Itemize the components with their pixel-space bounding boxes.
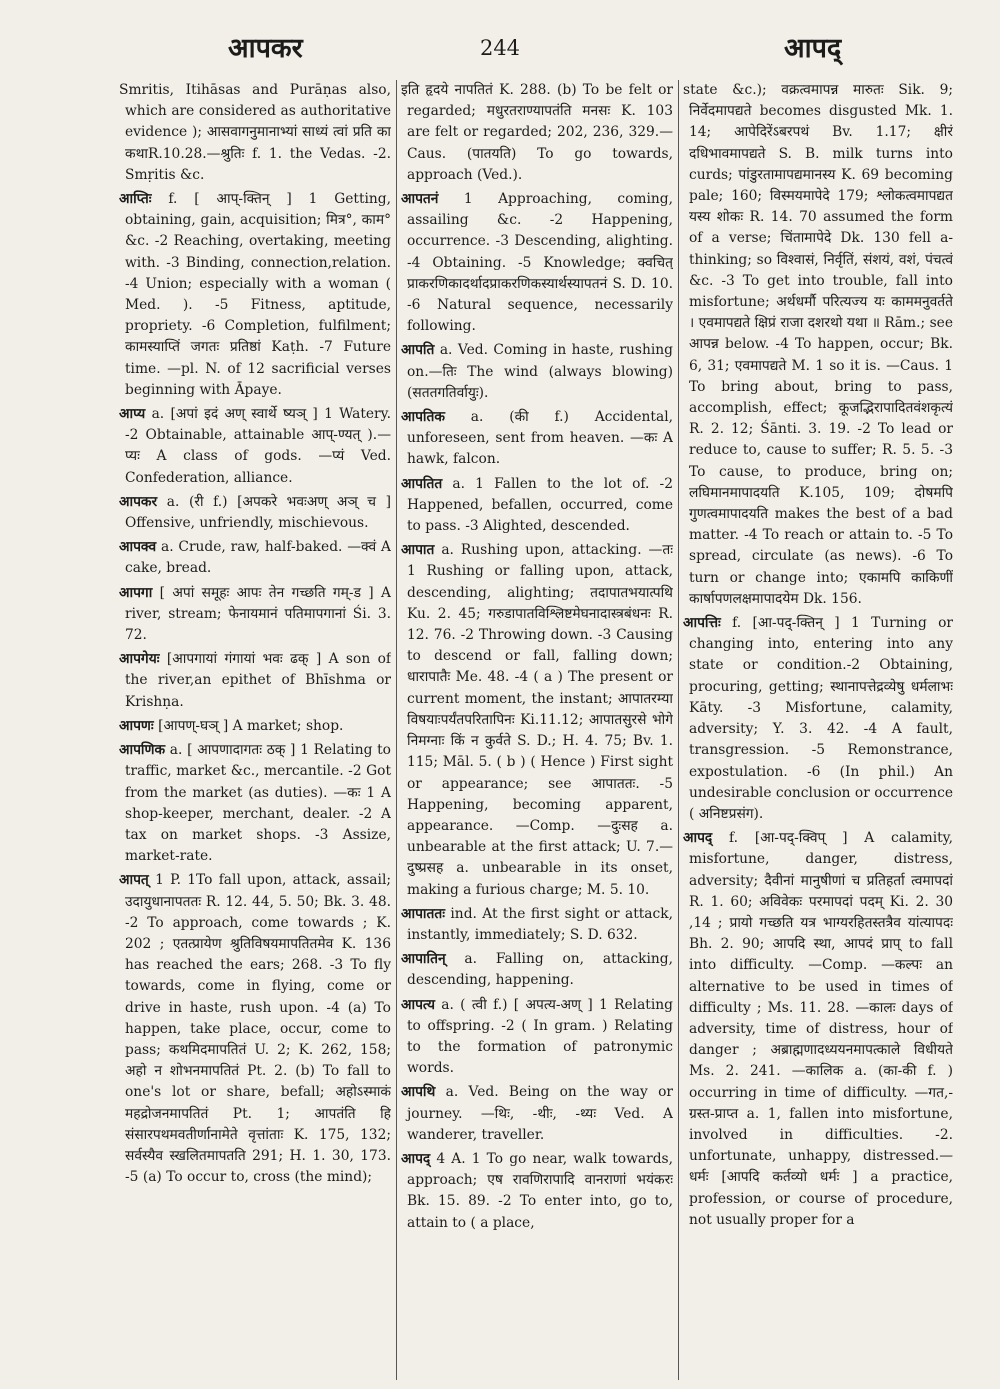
headword: आपतनं [401, 191, 439, 208]
dictionary-entry [119, 492, 391, 534]
headword: आपकर [119, 493, 158, 510]
headword: आपत्य [401, 996, 435, 1013]
entry-text: 1 Approaching, coming, assailing &c. -2 Happening, occurrence. -3 Descending, alighting. -4 Obtaining. -5 Knowledge; क्वचित् प्राकरणिकादर्थादप्राकरणिकस्यार्थस्यापतनं S. D. 10. -6 Natural sequence, necessarily following. [407, 191, 673, 335]
entry-text: [ अपां समूहः आपः तेन गच्छति गम्-ड ] A river, stream; फेनायमानं पतिमापगानां Śi. 3. 72. [125, 584, 391, 644]
dictionary-entry [119, 740, 391, 867]
entry-text: a. Rushing upon, attacking. —तः 1 Rushing or falling upon, attack, descending, alighting; तदापातभयात्पथि Ku. 2. 45; गरुडापातविश्लिष्टमेघनादास्त्रबंधनः R. 12. 76. -2 Throwing down. -3 Causing to descend or fall, falling down; धारापातैः Me. 48. -4 ( a ) The present or current moment, the instant; आपातरम्या विषयाःपर्यंतपरितापिनः Ki.11.12; आपातसुरसे भोगे निमग्नाः किं न कुर्वते S. D.; H. 4. 75; Bv. 1. 115; Māl. 5. ( b ) ( Hence ) First sight or appearance; see आपाततः. -5 Happening, becoming apparent, appearance. —Comp. —दुःसह a. unbearable at the first attack; U. 7.—दुष्प्रसह a. unbearable in its onset, making a furious charge; M. 5. 10. [407, 542, 673, 898]
entry-text: f. [ आप्-क्तिन् ] 1 Getting, obtaining, gain, acquisition; मित्र°, काम° &c. -2 Reaching, overtaking, meeting with. -3 Binding, connection,relation. -4 Union; especially with a woman ( Med. ). -5 Fitness, aptitude, propriety. -6 Completion, fulfilment; कामस्याप्तिं जगतः प्रतिष्ठां Kaṭh. -7 Future time. —pl. N. of 12 sacrificial verses beginning with Āpaye. [125, 191, 391, 398]
headword: आपद् [683, 830, 713, 847]
entry-text: ind. At the first sight or attack, instantly, immediately; S. D. 632. [407, 905, 673, 943]
page-header [0, 22, 1000, 72]
headword: आपक्व [119, 539, 157, 556]
entry-text: a. Ved. Coming in haste, rushing on.—तिः The wind (always blowing) (सततगतिर्वायुः). [407, 342, 673, 401]
entry-text: a. [ आपणादागतः ठक् ] 1 Relating to traffic, market &c., mercantile. -2 Got from the market (as duties). —कः 1 A shop-keeper, merchant, dealer. -2 A tax on market shops. -3 Assize, market-rate. [125, 742, 391, 865]
headword: आपात [401, 542, 435, 559]
dictionary-entry [401, 474, 673, 538]
dictionary-entry [119, 189, 391, 401]
dictionary-entry [401, 340, 673, 404]
dictionary-entry [401, 995, 673, 1080]
headword: आपगा [119, 584, 153, 601]
headword: आपथि [401, 1084, 436, 1101]
page-number: 244 [479, 36, 521, 60]
entry-text: f. [आ-पद्-क्तिन् ] 1 Turning or changing into, entering into any state or condition.-2 Obtaining, procuring, getting; स्थानापत्तेद्रव्येषु धर्मलाभः Kāty. -3 Misfortune, calamity, adversity; Y. 3. 42. -4 A fault, transgression. -5 Remonstrance, expostulation. -6 (In phil.) An undesirable conclusion or occurrence ( अनिष्टप्रसंग). [689, 615, 953, 822]
dictionary-entry [401, 407, 673, 471]
dictionary-entry [683, 613, 953, 825]
column-1 [119, 80, 391, 1380]
column-divider [396, 80, 397, 1380]
column-2 [401, 80, 673, 1380]
headword: आपातिन् [401, 951, 446, 968]
headword: आपत्तिः [683, 615, 721, 632]
entry-text: a. [अपां इदं अण् स्वार्थे ष्यञ् ] 1 Watery. -2 Obtainable, attainable आप्-ण्यत् ).—प्यः A class of gods. —प्यं Ved. Confederation, alliance. [125, 406, 391, 486]
dictionary-entry [119, 649, 391, 713]
dictionary-entry [119, 716, 391, 737]
dictionary-entry [119, 404, 391, 489]
dictionary-entry [401, 189, 673, 337]
entry-text: [आपगायां गंगायां भवः ढक् ] A son of the river,an epithet of Bhīshma or Krishṇa. [125, 651, 391, 710]
headword: आपगेयः [119, 651, 160, 668]
left-guide-word: आपकर [228, 33, 303, 64]
entry-text: a. 1 Fallen to the lot of. -2 Happened, befallen, occurred, come to pass. -3 Alighted, descended. [407, 475, 673, 535]
headword: आपतिक [401, 409, 445, 426]
entry-text: a. (री f.) [अपकरे भवःअण् अञ् च ] Offensive, unfriendly, mischievous. [125, 493, 391, 532]
entry-text: [आपण्-घञ् ] A market; shop. [158, 717, 344, 734]
dictionary-entry [119, 583, 391, 647]
entry-text: a. Falling on, attacking, descending, happening. [407, 951, 673, 989]
right-guide-word: आपद् [784, 33, 842, 64]
headword: आपणः [119, 717, 154, 734]
headword: आपतित [401, 475, 443, 492]
headword: आप्य [119, 406, 146, 423]
dictionary-entry [119, 80, 391, 186]
dictionary-entry [401, 80, 673, 186]
headword: आपद् [401, 1150, 431, 1167]
dictionary-entry [683, 828, 953, 1231]
entry-text: Smritis, Itihāsas and Purāṇas also, which are considered as authoritative evidence ); आसवागनुमानाभ्यां साध्यं त्वां प्रति का कथाR.10.28.—श्रुतिः f. 1. the Vedas. -2. Smṛitis &c. [119, 82, 391, 183]
entry-text: a. Crude, raw, half-baked. —क्वं A cake, bread. [125, 539, 391, 577]
entry-text: 1 P. 1To fall upon, attack, assail; उदायुधानापततः R. 12. 44, 5. 50; Bk. 3. 48. -2 To approach, come towards ; K. 202 ; एतत्प्रायेण श्रुतिविषयमापतितमेव K. 136 has reached the ears; 268. -3 To fly towards, come in flying, come or drive in haste, rush upon. -4 (a) To happen, take place, occur, come to pass; कथमिदमापतितं U. 2; K. 262, 158; अहो न शोभनमापतितं Pt. 2. (b) To fall to one's lot or share, befall; अहोऽस्माकं महद्रोजनमापतितं Pt. 1; आपतंति हि संसारपथमवतीर्णानामेते वृत्तांताः K. 175, 132; सर्वस्यैव स्खलितमापतति 291; H. 1. 30, 173. -5 (a) To occur to, cross (the mind); [125, 872, 391, 1186]
dictionary-entry [683, 80, 953, 610]
column-3 [683, 80, 953, 1380]
entry-text: 4 A. 1 To go near, walk towards, approach; एष रावणिरापादि वानराणां भयंकरः Bk. 15. 89. -2 To enter into, go to, attain to ( a place, [407, 1150, 673, 1231]
headword: आपाततः [401, 905, 446, 922]
column-divider [678, 80, 679, 1380]
entry-text: इति हृदये नापतितं K. 288. (b) To be felt or regarded; मधुरतराण्यापतंति मनसः K. 103 are felt or regarded; 202, 236, 329.—Caus. (पातयति) To go towards, approach (Ved.). [401, 82, 673, 183]
headword: आप्तिः [119, 191, 152, 208]
dictionary-entry [401, 904, 673, 946]
entry-text: f. [आ-पद्-क्विप् ] A calamity, misfortune, danger, distress, adversity; दैवीनां मानुषीणां च प्रतिहर्ता त्वमापदां R. 1. 60; अविवेकः परमापदां पदम् Ki. 2. 30 ,14 ; प्रायो गच्छति यत्र भाग्यरहितस्तत्रैव यांत्यापदः Bh. 2. 90; आपदि स्था, आपदं प्राप् to fall into difficulty. —Comp. —कल्पः an alternative to be used in times of difficulty ; Ms. 11. 28. —कालः days of adversity, time of distress, hour of danger ; अब्राह्मणादध्ययनमापत्काले विधीयते Ms. 2. 241. —कालिक a. (का-की f. ) occurring in time of difficulty. —गत,-ग्रस्त-प्राप्त a. 1, fallen into misfortune, involved in difficulties. -2. unfortunate, unhappy, distressed.—धर्मः [आपदि कर्तव्यो धर्मः ] a practice, profession, or course of procedure, not usually proper for a [689, 830, 953, 1228]
dictionary-entry [119, 870, 391, 1188]
entry-text: state &c.); वक्रत्वमापन्न मारुतः Sik. 9; निर्वेदमापद्यते becomes disgusted Mk. 1. 14; आपेदिरेंऽबरपथं Bv. 1.17; क्षीरं दधिभावमापद्यते S. B. milk turns into curds; पांडुरतामापद्यमानस्य K. 69 becoming pale; 160; विस्मयमापेदे 179; श्लोकत्वमापद्यत यस्य शोकः R. 14. 70 assumed the form of a verse; चिंतामापेदे Dk. 130 fell a-thinking; so विश्वासं, निर्वृतिं, संशयं, वशं, पंचत्वं &c. -3 To get into trouble, fall into misfortune; अर्थधर्मौ परित्यज्य यः काममनुवर्तते । एवमापद्यते क्षिप्रं राजा दशरथो यथा ॥ Rām.; see आपन्न below. -4 To happen, occur; Bk. 6, 31; एवमापद्यते M. 1 so it is. —Caus. 1 To bring about, bring to pass, accomplish, effect; कूजद्भिरापादितवंशकृत्यं R. 2. 12; Śānti. 3. 19. -2 To lead or reduce to, cause to suffer; R. 5. 5. -3 To cause, to produce, bring on; लघिमानमापादयति K.105, 109; दोषमपि गुणत्वमापादयति makes the best of a bad matter. -4 To reach or attain to. -5 To spread, circulate (as news). -6 To turn or change into; एकामपि काकिणीं कार्षापणलक्षमापादयेम Dk. 156. [683, 82, 953, 607]
dictionary-entry [401, 949, 673, 991]
dictionary-entry [401, 1082, 673, 1146]
dictionary-entry [401, 540, 673, 900]
entry-text: a. ( त्वी f.) [ अपत्य-अण् ] 1 Relating to offspring. -2 ( In gram. ) Relating to the formation of patronymic words. [407, 996, 673, 1077]
dictionary-entry [401, 1149, 673, 1234]
dictionary-entry [119, 537, 391, 579]
entry-text: a. Ved. Being on the way or journey. —थिः, -थीः, -थ्यः Ved. A wanderer, traveller. [407, 1084, 673, 1143]
entry-text: a. (की f.) Accidental, unforeseen, sent from heaven. —कः A hawk, falcon. [407, 409, 673, 468]
headword: आपति [401, 342, 435, 359]
headword: आपत् [119, 872, 149, 889]
headword: आपणिक [119, 742, 166, 759]
